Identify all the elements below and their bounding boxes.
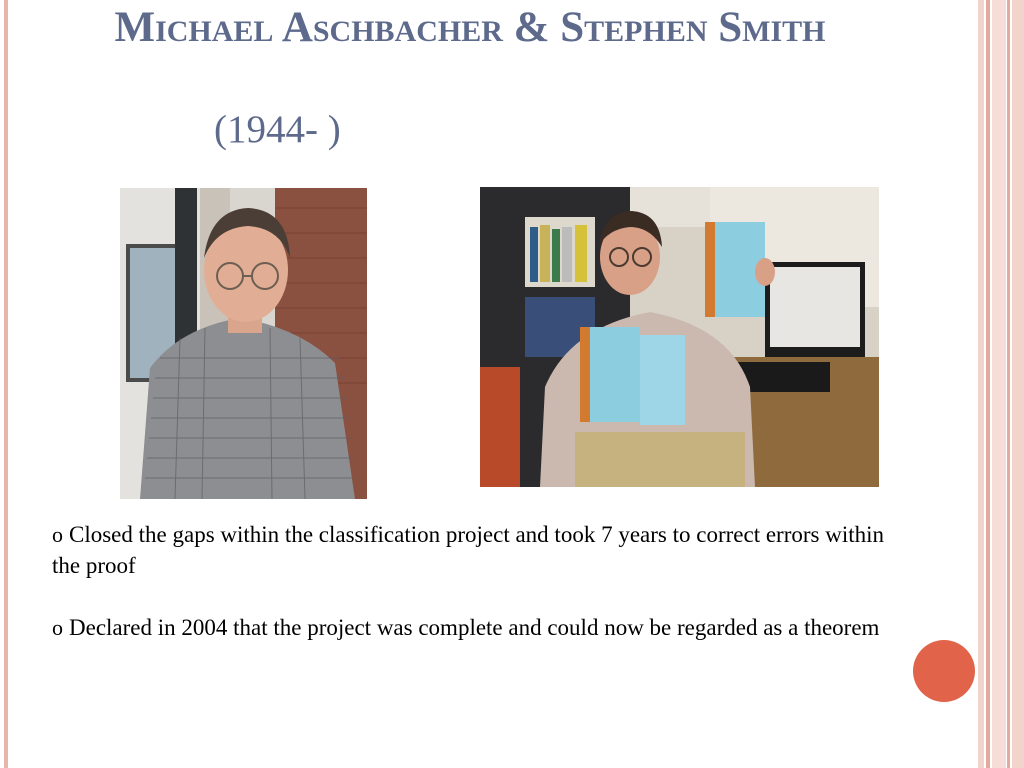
bullet-marker: o xyxy=(52,522,63,547)
bullet-list xyxy=(52,519,892,674)
right-decorative-border xyxy=(978,0,1024,768)
bullet-marker: o xyxy=(52,615,63,640)
office-photo xyxy=(480,187,879,487)
left-border-stripe xyxy=(4,0,8,768)
bullet-text: Closed the gaps within the classification project and took 7 years to correct errors within the proof xyxy=(52,522,884,578)
decorative-circle xyxy=(913,640,975,702)
slide-subtitle: (1944- ) xyxy=(214,108,341,151)
slide-title: Michael Aschbacher & Stephen Smith xyxy=(114,4,826,51)
bullet-item xyxy=(52,612,892,643)
bullet-text: Declared in 2004 that the project was complete and could now be regarded as a theorem xyxy=(69,615,880,640)
bullet-item xyxy=(52,519,892,581)
portrait-photo xyxy=(120,188,367,499)
